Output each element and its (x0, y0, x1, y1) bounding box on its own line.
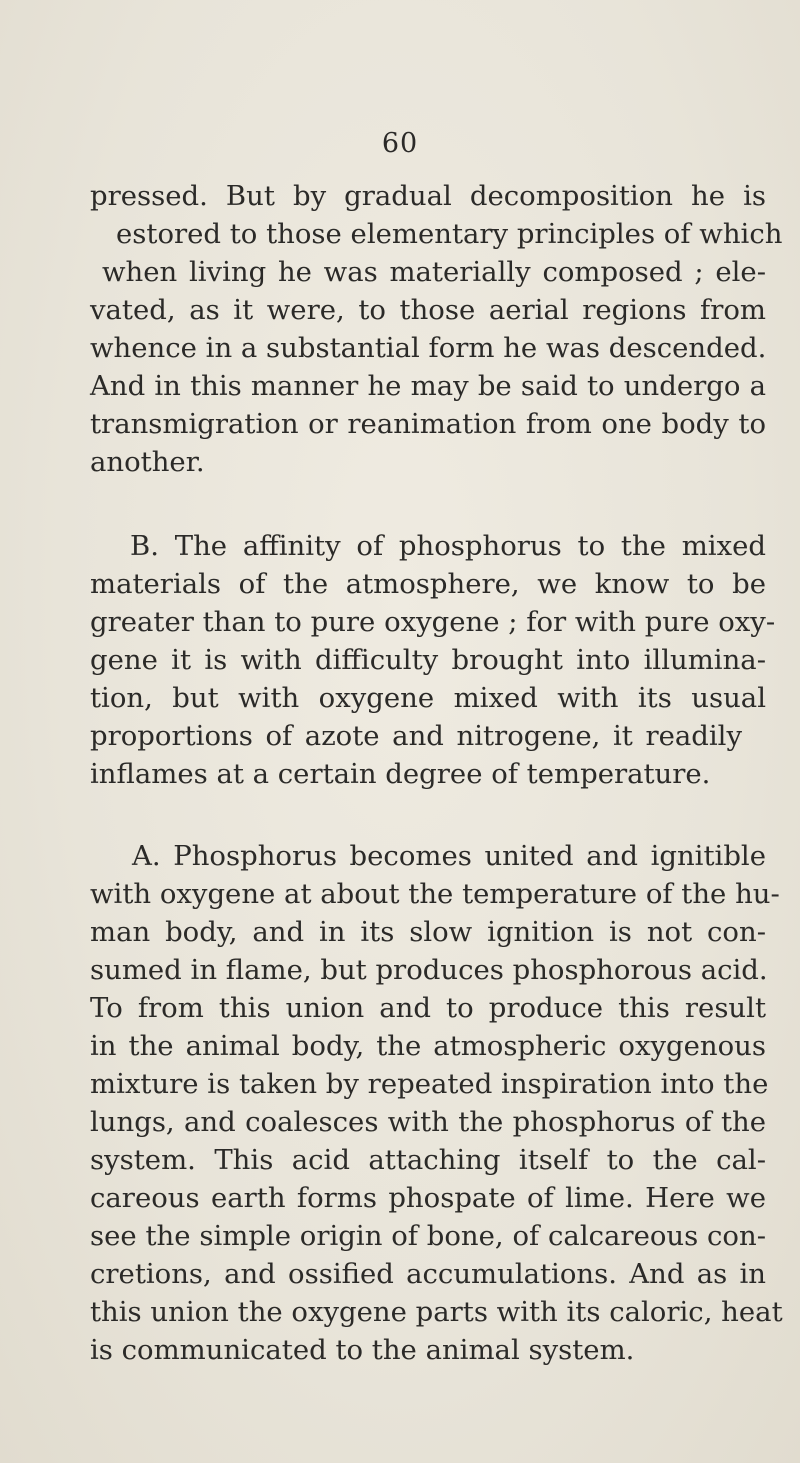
text-line: A. Phosphorus becomes united and ignitible (132, 840, 766, 872)
text-line: in the animal body, the atmospheric oxygenous (90, 1030, 766, 1062)
text-line: system. This acid attaching itself to the cal- (90, 1144, 766, 1176)
text-line: whence in a substantial form he was descended. (90, 332, 767, 364)
text-line: with oxygene at about the temperature of the hu- (90, 878, 780, 910)
text-line: sumed in flame, but produces phosphorous acid. (90, 954, 768, 986)
page-number: 60 (381, 128, 419, 159)
text-line: mixture is taken by repeated inspiration into the (90, 1068, 769, 1100)
text-line: lungs, and coalesces with the phosphorus of the (90, 1106, 766, 1138)
text-line: materials of the atmosphere, we know to be (90, 568, 766, 600)
text-line: To from this union and to produce this result (90, 992, 766, 1024)
text-line: B. The affinity of phosphorus to the mixed (130, 530, 766, 562)
text-line: vated, as it were, to those aerial regions from (90, 294, 766, 326)
text-line: another. (90, 446, 205, 478)
text-line: when living he was materially composed ; ele- (102, 256, 766, 288)
text-line: And in this manner he may be said to undergo a (90, 370, 766, 402)
text-line: tion, but with oxygene mixed with its usual (90, 682, 766, 714)
text-line: this union the oxygene parts with its caloric, heat (90, 1296, 783, 1328)
text-line: proportions of azote and nitrogene, it readily (90, 720, 742, 752)
text-line: gene it is with difficulty brought into illumina- (90, 644, 766, 676)
text-line: estored to those elementary principles of which (116, 218, 783, 250)
text-line: transmigration or reanimation from one body to (90, 408, 766, 440)
text-line: pressed. But by gradual decomposition he is (90, 180, 766, 212)
text-line: inflames at a certain degree of temperature. (90, 758, 711, 790)
text-line: greater than to pure oxygene ; for with pure oxy- (90, 606, 776, 638)
text-line: cretions, and ossified accumulations. And as in (90, 1258, 766, 1290)
text-line: see the simple origin of bone, of calcareous con- (90, 1220, 766, 1252)
text-line: is communicated to the animal system. (90, 1334, 635, 1366)
text-line: man body, and in its slow ignition is not con- (90, 916, 766, 948)
text-line: careous earth forms phospate of lime. Here we (90, 1182, 766, 1214)
